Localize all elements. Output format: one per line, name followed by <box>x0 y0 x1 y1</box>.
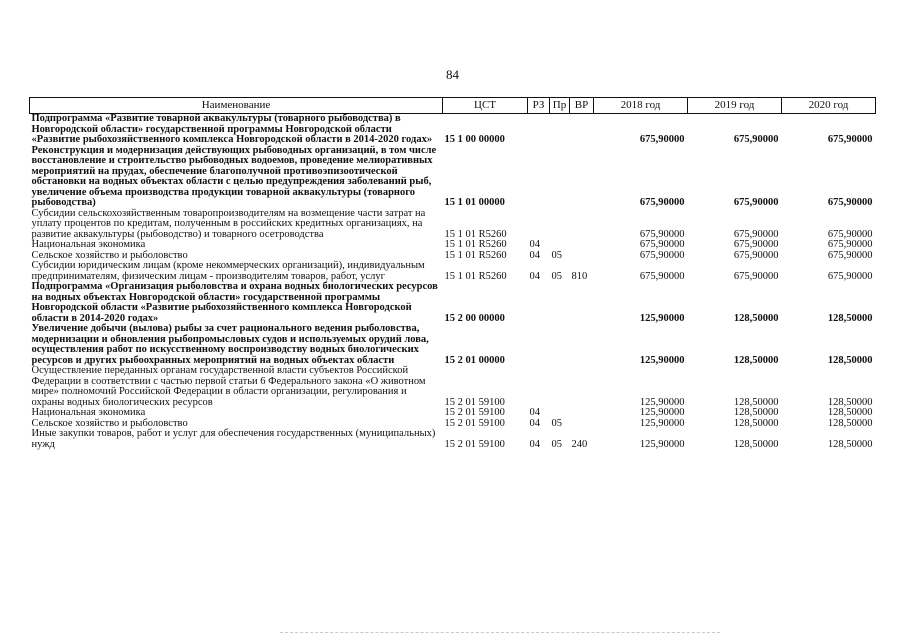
cell-rz <box>528 324 550 366</box>
table-row <box>30 408 876 419</box>
cell-cst: 15 1 00 00000 <box>444 134 505 145</box>
cell-pr <box>550 240 570 251</box>
scan-artifact-line <box>280 632 720 635</box>
cell-cst: 15 2 01 59100 <box>444 417 505 429</box>
cell-y2019: 675,90000 <box>733 197 779 208</box>
cell-y2019: 675,90000 <box>733 228 779 240</box>
cell-pr: 05 <box>551 249 562 261</box>
cell-name: Национальная экономика <box>31 407 146 418</box>
cell-vr <box>570 419 594 430</box>
cell-y2020: 675,90000 <box>827 228 873 240</box>
header-2019: 2019 год <box>688 98 782 114</box>
table-row <box>30 240 876 251</box>
cell-name: Увеличение добычи (вылова) рыбы за счет рационального ведения рыболовства, модернизации и обновления рыбопромысловых судов и используемых орудий лова, осуществления работ по искусственному воспроизводству водных биологических ресурсов и других рыбоохранных мероприятий на водных объектах области <box>31 323 429 366</box>
cell-y2020: 128,50000 <box>827 417 873 429</box>
cell-pr: 05 <box>551 438 562 450</box>
cell-y2020: 128,50000 <box>827 396 873 408</box>
cell-y2018: 125,90000 <box>639 312 685 324</box>
cell-cst: 15 2 01 59100 <box>444 438 505 450</box>
header-vr: ВР <box>570 98 594 114</box>
cell-cst: 15 1 01 00000 <box>444 197 505 208</box>
cell-y2020: 128,50000 <box>827 407 873 418</box>
cell-rz: 04 <box>529 438 540 450</box>
header-2018: 2018 год <box>594 98 688 114</box>
cell-pr: 05 <box>551 270 562 282</box>
cell-y2019: 128,50000 <box>733 312 779 324</box>
cell-y2020: 675,90000 <box>827 134 873 145</box>
cell-cst: 15 2 00 00000 <box>444 312 505 324</box>
cell-cst: 15 1 01 R5260 <box>444 249 507 261</box>
cell-y2019: 128,50000 <box>733 407 779 418</box>
cell-vr <box>570 240 594 251</box>
cell-name: Реконструкция и модернизация действующих рыбоводных организаций, в том числе восстановление и строительство рыбоводных водоемов, проведение мелиоративных мероприятий на прудах, обеспечение благополучной противоэпизоотической обстановки на водных объектах области с целью предупреждения заболеваний рыб, увеличение объема производства продукции товарной аквакультуры (товарного рыбоводства) <box>31 144 437 208</box>
cell-vr <box>570 146 594 209</box>
cell-rz <box>528 282 550 324</box>
page-number: 84 <box>446 67 459 82</box>
table-row <box>30 429 876 450</box>
table-row <box>30 209 876 241</box>
cell-vr <box>570 366 594 408</box>
cell-name: Иные закупки товаров, работ и услуг для обеспечения государственных (муниципальных) нужд <box>31 428 436 450</box>
cell-cst: 15 2 01 59100 <box>444 396 505 408</box>
cell-y2018: 675,90000 <box>639 239 685 250</box>
cell-y2018: 125,90000 <box>639 438 685 450</box>
header-cst: ЦСТ <box>443 98 528 114</box>
cell-vr: 240 <box>571 438 588 450</box>
cell-y2019: 675,90000 <box>733 239 779 250</box>
cell-y2019: 128,50000 <box>733 417 779 429</box>
cell-rz: 04 <box>529 407 540 418</box>
cell-vr <box>570 408 594 419</box>
cell-y2018: 125,90000 <box>639 354 685 366</box>
cell-name: Субсидии юридическим лицам (кроме некоммерческих организаций), индивидуальным предпринимателям, физическим лицам - производителям товаров, работ, услуг <box>31 260 425 282</box>
cell-y2019: 128,50000 <box>733 438 779 450</box>
cell-y2020: 675,90000 <box>827 249 873 261</box>
header-pr: Пр <box>550 98 570 114</box>
cell-name: Сельское хозяйство и рыболовство <box>31 249 188 261</box>
cell-pr <box>550 146 570 209</box>
cell-vr <box>570 324 594 366</box>
cell-y2020: 675,90000 <box>827 239 873 250</box>
cell-pr: 05 <box>551 417 562 429</box>
cell-rz <box>528 114 550 146</box>
cell-cst: 15 2 01 00000 <box>444 354 505 366</box>
cell-vr <box>570 209 594 241</box>
cell-rz <box>528 146 550 209</box>
cell-cst: 15 1 01 R5260 <box>444 239 507 250</box>
cell-y2018: 125,90000 <box>639 417 685 429</box>
cell-pr <box>550 282 570 324</box>
header-2020: 2020 год <box>782 98 876 114</box>
cell-y2018: 675,90000 <box>639 134 685 145</box>
cell-name: Национальная экономика <box>31 239 146 250</box>
cell-name: Подпрограмма «Развитие товарной аквакультуры (товарного рыбоводства) в Новгородской области» государственной программы Новгородской области «Развитие рыбохозяйственного комплекса Новгородской области в 2014-2020 годах» <box>31 113 433 145</box>
table-row <box>30 114 876 146</box>
cell-pr <box>550 324 570 366</box>
budget-table <box>29 97 876 450</box>
cell-vr <box>570 282 594 324</box>
cell-name: Подпрограмма «Организация рыболовства и охрана водных биологических ресурсов на водных объектах Новгородской области» государственной программы Новгородской области «Развитие рыбохозяйственного комплекса Новгородской области в 2014-2020 годах» <box>31 281 438 324</box>
cell-y2019: 128,50000 <box>733 354 779 366</box>
cell-rz <box>528 209 550 241</box>
table-row <box>30 324 876 366</box>
cell-y2020: 675,90000 <box>827 197 873 208</box>
cell-rz: 04 <box>529 270 540 282</box>
cell-rz: 04 <box>529 239 540 250</box>
table-row <box>30 146 876 209</box>
cell-cst: 15 2 01 59100 <box>444 407 505 418</box>
cell-y2020: 128,50000 <box>827 354 873 366</box>
cell-rz <box>528 366 550 408</box>
cell-y2019: 675,90000 <box>733 249 779 261</box>
table-row <box>30 261 876 282</box>
cell-name: Осуществление переданных органам государственной власти субъектов Российской Федерации в соответствии с частью первой статьи 6 Федерального закона «О животном мире» полномочий Российской Федерации в области организации, регулирования и охраны водных биологических ресурсов <box>31 365 426 408</box>
cell-y2018: 675,90000 <box>639 249 685 261</box>
cell-y2019: 675,90000 <box>733 270 779 282</box>
cell-cst: 15 1 01 R5260 <box>444 270 507 282</box>
cell-name: Субсидии сельскохозяйственным товаропроизводителям на возмещение части затрат на уплату процентов по кредитам, полученным в российских кредитных организациях, на развитие аквакультуры (рыбоводство) и товарного осетроводства <box>31 207 426 240</box>
cell-y2019: 128,50000 <box>733 396 779 408</box>
cell-pr <box>550 209 570 241</box>
cell-y2018: 675,90000 <box>639 197 685 208</box>
cell-y2019: 675,90000 <box>733 134 779 145</box>
cell-pr <box>550 114 570 146</box>
cell-y2018: 125,90000 <box>639 396 685 408</box>
table-header-row <box>30 98 876 114</box>
cell-vr <box>570 114 594 146</box>
cell-rz: 04 <box>529 417 540 429</box>
cell-pr <box>550 366 570 408</box>
header-name: Наименование <box>30 98 443 114</box>
header-rz: РЗ <box>528 98 550 114</box>
cell-name: Сельское хозяйство и рыболовство <box>31 417 188 429</box>
table-row <box>30 282 876 324</box>
table-row <box>30 366 876 408</box>
cell-y2020: 128,50000 <box>827 312 873 324</box>
cell-vr <box>570 251 594 262</box>
cell-y2018: 675,90000 <box>639 228 685 240</box>
cell-pr <box>550 408 570 419</box>
cell-y2020: 128,50000 <box>827 438 873 450</box>
cell-y2018: 125,90000 <box>639 407 685 418</box>
cell-cst: 15 1 01 R5260 <box>444 228 507 240</box>
cell-vr: 810 <box>571 270 588 282</box>
cell-rz: 04 <box>529 249 540 261</box>
cell-y2018: 675,90000 <box>639 270 685 282</box>
cell-y2020: 675,90000 <box>827 270 873 282</box>
